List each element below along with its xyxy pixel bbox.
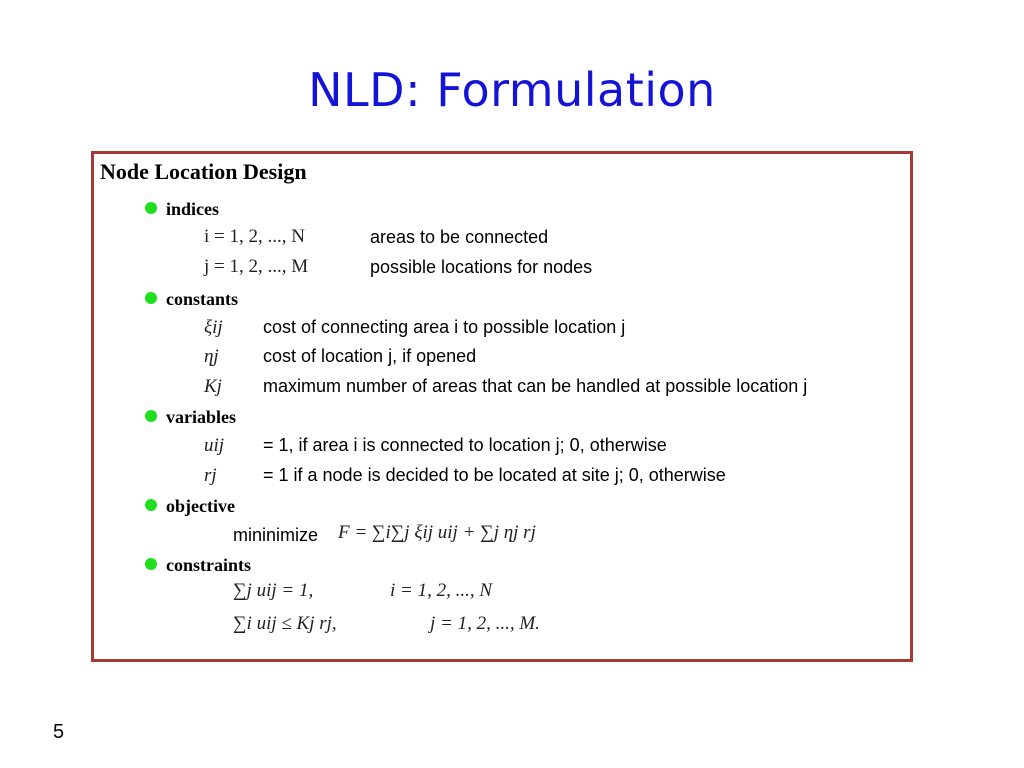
variable-r: rj — [204, 465, 217, 486]
constraint-2-lhs: ∑i uij ≤ Kj rj, — [233, 613, 337, 634]
bullet-indices — [145, 202, 157, 214]
variable-r-desc: = 1 if a node is decided to be located at site j; 0, otherwise — [263, 465, 726, 485]
constant-xi: ξij — [204, 317, 223, 338]
section-indices: indices — [166, 199, 220, 219]
section-objective: objective — [166, 496, 235, 516]
box-title: Node Location Design — [100, 159, 307, 184]
bullet-variables — [145, 410, 157, 422]
formulation-box — [91, 151, 913, 662]
constant-xi-desc: cost of connecting area i to possible location j — [263, 317, 626, 337]
constant-eta-desc: cost of location j, if opened — [263, 346, 477, 366]
indices-i-range: i = 1, 2, ..., N — [204, 226, 305, 247]
bullet-constraints — [145, 558, 157, 570]
slide-title: NLD: Formulation — [308, 63, 716, 117]
constraint-1-range: i = 1, 2, ..., N — [390, 580, 493, 601]
section-constraints: constraints — [166, 555, 251, 575]
page-number: 5 — [53, 721, 65, 743]
indices-i-desc: areas to be connected — [370, 227, 549, 247]
indices-j-range: j = 1, 2, ..., M — [204, 256, 309, 277]
objective-label: mininimize — [233, 525, 319, 545]
variable-u-desc: = 1, if area i is connected to location j; 0, otherwise — [263, 435, 667, 455]
constant-eta: ηj — [204, 346, 219, 367]
indices-j-desc: possible locations for nodes — [370, 257, 593, 277]
constraint-2-range: j = 1, 2, ..., M. — [430, 613, 540, 634]
bullet-constants — [145, 292, 157, 304]
variable-u: uij — [204, 435, 225, 456]
constant-k-desc: maximum number of areas that can be handled at possible location j — [263, 376, 808, 396]
section-variables: variables — [166, 407, 236, 427]
bullet-objective — [145, 499, 157, 511]
constant-k: Kj — [204, 376, 222, 397]
objective-formula: F = ∑i∑j ξij uij + ∑j ηj rj — [338, 522, 536, 543]
constraint-1-lhs: ∑j uij = 1, — [233, 580, 314, 601]
section-constants: constants — [166, 289, 239, 309]
